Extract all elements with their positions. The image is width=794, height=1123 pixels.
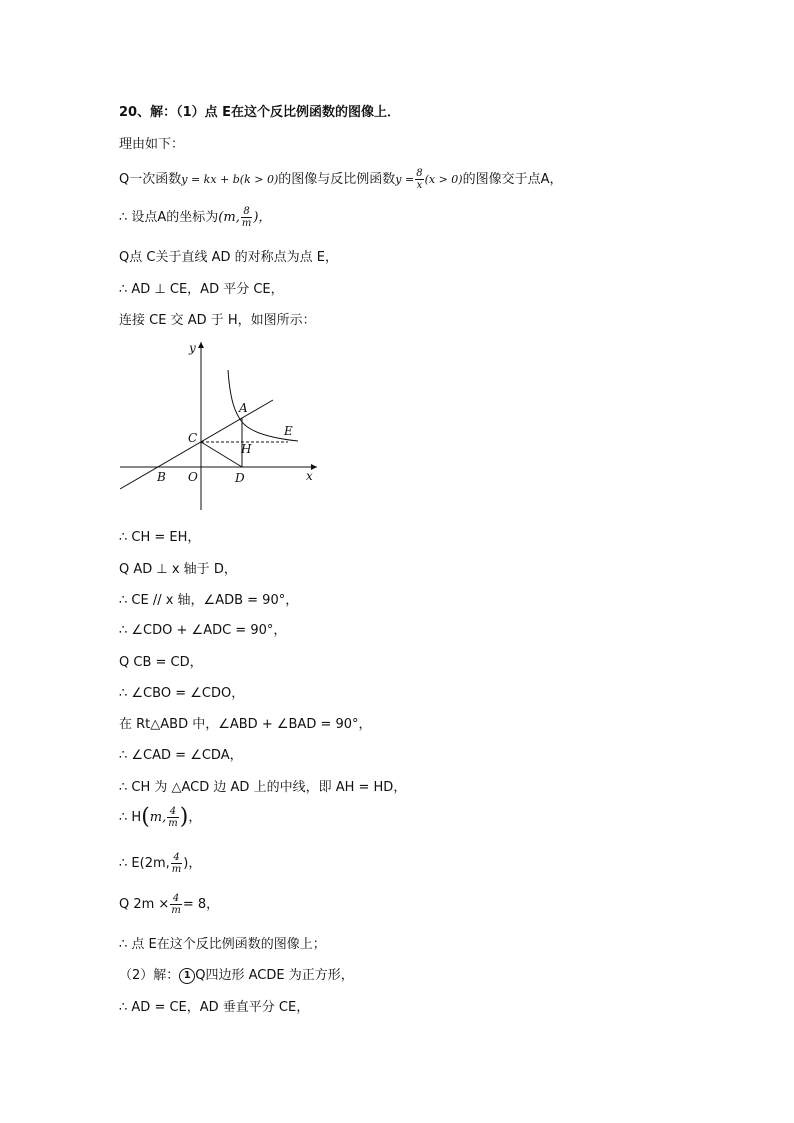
right-paren: ) bbox=[179, 804, 189, 830]
solution-line-14: 在 Rt△ABD 中，∠ABD + ∠BAD = 90°， bbox=[119, 717, 372, 732]
denominator: m bbox=[171, 864, 182, 875]
label-x: x bbox=[306, 469, 313, 483]
denominator: x bbox=[416, 180, 423, 191]
solution-line-12: Q CB = CD， bbox=[119, 655, 203, 670]
formula: (m, bbox=[218, 210, 240, 225]
solution-line-18 bbox=[119, 852, 201, 875]
solution-line-19 bbox=[119, 893, 219, 916]
solution-line-7: 连接 CE 交 AD 于 H，如图所示： bbox=[119, 313, 316, 328]
solution-line-20: ∴ 点 E在这个反比例函数的图像上； bbox=[119, 937, 326, 952]
denominator: m bbox=[171, 905, 181, 916]
numerator: 4 bbox=[171, 852, 182, 864]
solution-line-21 bbox=[119, 967, 354, 985]
text: = 8， bbox=[182, 897, 220, 912]
label-C: C bbox=[188, 431, 198, 445]
text: Q一次函数 bbox=[119, 172, 182, 187]
formula: y = kx + b(k > 0) bbox=[181, 173, 279, 186]
solution-line-2: 理由如下： bbox=[119, 137, 185, 152]
label-B: B bbox=[157, 470, 166, 484]
formula: y = bbox=[395, 173, 415, 186]
solution-line-17 bbox=[119, 806, 201, 829]
denominator: m bbox=[241, 218, 252, 229]
numerator: 8 bbox=[416, 168, 423, 179]
label-E: E bbox=[284, 424, 293, 438]
denominator: m bbox=[168, 818, 178, 829]
circled-number: 1 bbox=[179, 968, 195, 984]
formula: m, bbox=[149, 810, 167, 825]
left-paren: ( bbox=[141, 804, 150, 830]
geometry-figure bbox=[110, 338, 330, 518]
fraction bbox=[415, 168, 423, 191]
numerator: 8 bbox=[241, 206, 252, 218]
solution-line-10: ∴ CE // x 轴，∠ADB = 90°， bbox=[119, 593, 299, 608]
solution-line-16: ∴ CH 为 △ACD 边 AD 上的中线，即 AH = HD， bbox=[119, 780, 407, 795]
text: ∴ H bbox=[119, 810, 142, 825]
solution-line-13: ∴ ∠CBO = ∠CDO， bbox=[119, 686, 245, 701]
solution-line-1 bbox=[119, 104, 400, 122]
fraction bbox=[170, 893, 181, 916]
label-O: O bbox=[188, 470, 198, 484]
text: ∴ 设点A的坐标为 bbox=[119, 210, 219, 225]
solution-line-11: ∴ ∠CDO + ∠ADC = 90°， bbox=[119, 623, 287, 638]
text: )， bbox=[183, 856, 202, 871]
text: 的图像与反比例函数 bbox=[278, 172, 396, 187]
solution-line-3 bbox=[119, 168, 562, 191]
formula: (x > 0) bbox=[424, 173, 463, 186]
solution-line-15: ∴ ∠CAD = ∠CDA， bbox=[119, 748, 243, 763]
solution-line-5: Q点 C关于直线 AD 的对称点为点 E， bbox=[119, 250, 338, 265]
fraction bbox=[241, 206, 252, 229]
fraction bbox=[171, 852, 182, 875]
text: 的图像交于点A， bbox=[462, 172, 563, 187]
segment-CD bbox=[201, 442, 242, 467]
formula: )， bbox=[253, 210, 272, 225]
solution-line-8: ∴ CH = EH， bbox=[119, 530, 201, 545]
solution-line-6: ∴ AD ⊥ CE，AD 平分 CE， bbox=[119, 282, 284, 297]
label-H: H bbox=[241, 442, 252, 456]
numerator: 4 bbox=[170, 893, 181, 905]
formula: Q 2m × bbox=[119, 897, 170, 912]
heading: 20、解：（1）点 E在这个反比例函数的图像上． bbox=[119, 105, 401, 120]
fraction bbox=[167, 806, 178, 829]
label-A: A bbox=[239, 401, 248, 415]
numerator: 4 bbox=[167, 806, 178, 818]
formula: ∴ E(2m, bbox=[119, 856, 170, 871]
solution-line-9: Q AD ⊥ x 轴于 D， bbox=[119, 562, 237, 577]
text: ， bbox=[188, 810, 202, 825]
text: （2）解： bbox=[119, 968, 180, 983]
label-D: D bbox=[235, 471, 245, 485]
text: Q四边形 ACDE 为正方形， bbox=[195, 968, 354, 983]
label-y: y bbox=[189, 341, 196, 355]
solution-line-22: ∴ AD = CE，AD 垂直平分 CE， bbox=[119, 1000, 310, 1015]
solution-line-4 bbox=[119, 206, 271, 229]
